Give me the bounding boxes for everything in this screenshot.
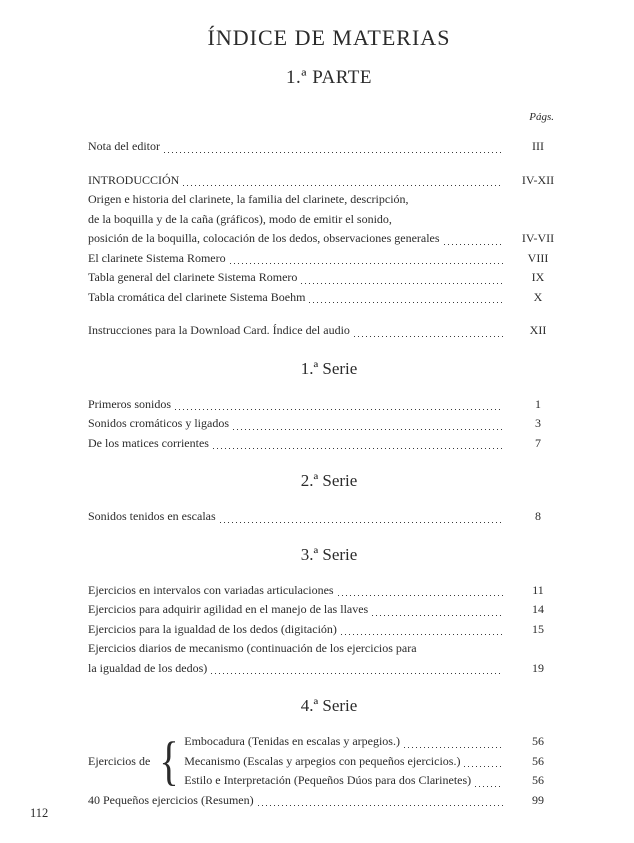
- toc-row: [88, 171, 570, 191]
- toc-entry-page: 56: [532, 773, 544, 787]
- series-heading-2: 2.ª Serie: [300, 471, 358, 490]
- toc-entry-page: X: [533, 289, 543, 304]
- toc-row: [184, 752, 570, 772]
- toc-row: [88, 229, 570, 249]
- toc-entry-page: VIII: [527, 250, 549, 265]
- dotted-leader: [164, 152, 503, 153]
- toc-entry-page: 7: [535, 435, 541, 450]
- toc-row: [88, 190, 570, 210]
- toc-row: [184, 732, 570, 752]
- toc-entry-page: 3: [535, 416, 541, 430]
- toc-entry-label: Sonidos cromáticos y ligados: [88, 416, 229, 430]
- toc-entry-label: Instrucciones para la Download Card. Índice del audio: [88, 323, 350, 337]
- dotted-leader: [341, 634, 503, 635]
- toc-entry-page: 1: [535, 396, 541, 411]
- toc-entry-label: El clarinete Sistema Romero: [88, 250, 226, 265]
- dotted-leader: [372, 615, 503, 616]
- toc-entry-label: Origen e historia del clarinete, la familia del clarinete, descripción,: [88, 192, 409, 206]
- toc-entry-page: 15: [532, 621, 544, 636]
- dotted-leader: [233, 429, 503, 430]
- brace-group-label: Ejercicios de: [88, 753, 151, 768]
- dotted-leader: [230, 263, 503, 264]
- toc-entry-label: Ejercicios en intervalos con variadas articulaciones: [88, 582, 334, 597]
- dotted-leader: [396, 224, 503, 225]
- toc-entry-page: IV-XII: [521, 172, 555, 187]
- dotted-leader: [475, 786, 503, 787]
- folio-page-number: 112: [30, 806, 49, 820]
- dotted-leader: [421, 654, 503, 655]
- toc-entry-label: Ejercicios para adquirir agilidad en el manejo de las llaves: [88, 602, 369, 616]
- toc-entry-label: Mecanismo (Escalas y arpegios con pequeños ejercicios.): [184, 753, 461, 768]
- toc-row: [88, 659, 570, 679]
- dotted-leader: [309, 302, 503, 303]
- toc-row: [88, 600, 570, 620]
- toc-entry-page: IX: [531, 270, 545, 284]
- toc-row: [88, 639, 570, 659]
- toc-row: [88, 581, 570, 601]
- toc-entry-page: 56: [532, 734, 544, 748]
- dotted-leader: [220, 522, 503, 523]
- dotted-leader: [211, 673, 503, 674]
- dotted-leader: [464, 766, 503, 767]
- toc-entry-page: 14: [532, 602, 544, 616]
- toc-entry-label: INTRODUCCIÓN: [88, 172, 180, 187]
- dotted-leader: [258, 805, 503, 806]
- toc-entry-label: Primeros sonidos: [88, 396, 172, 411]
- toc-row: [88, 434, 570, 454]
- toc-entry-label: De los matices corrientes: [88, 435, 209, 450]
- toc-row: [88, 321, 570, 341]
- toc-entry-page: 8: [535, 509, 541, 523]
- toc-row: [88, 210, 570, 230]
- toc-entry-page: IV-VII: [521, 231, 555, 245]
- toc-row: [88, 249, 570, 269]
- toc-entry-label: Ejercicios diarios de mecanismo (continuación de los ejercicios para: [88, 641, 417, 655]
- toc-entry-label: Sonidos tenidos en escalas: [88, 509, 216, 523]
- dotted-leader: [444, 244, 503, 245]
- toc-entry-page: III: [532, 139, 544, 153]
- brace-group: [88, 732, 570, 791]
- toc-row: [88, 791, 570, 811]
- series-heading-4: 4.ª Serie: [300, 696, 358, 715]
- toc-entry-label: Nota del editor: [88, 139, 160, 153]
- pages-column-label: Págs.: [529, 111, 554, 123]
- toc-row: [184, 771, 570, 791]
- toc-row: [88, 395, 570, 415]
- brace-rows: [184, 732, 570, 791]
- toc-entry-label: Embocadura (Tenidas en escalas y arpegios.): [184, 734, 400, 748]
- toc-entry-page: XII: [529, 323, 547, 337]
- toc-row: [88, 414, 570, 434]
- toc-entry-label: posición de la boquilla, colocación de los dedos, observaciones generales: [88, 231, 440, 245]
- toc-row: [88, 268, 570, 288]
- toc-row: [88, 288, 570, 308]
- toc-row: [88, 137, 570, 157]
- series-heading-1: 1.ª Serie: [300, 358, 358, 378]
- dotted-leader: [213, 448, 503, 449]
- toc-entry-label: Ejercicios para la igualdad de los dedos (digitación): [88, 621, 337, 636]
- dotted-leader: [301, 283, 503, 284]
- part-heading: 1.ª PARTE: [285, 67, 373, 88]
- dotted-leader: [175, 409, 503, 410]
- toc-entry-label: Tabla cromática del clarinete Sistema Boehm: [88, 289, 306, 304]
- left-brace: {: [159, 731, 179, 792]
- dotted-leader: [413, 205, 503, 206]
- toc-entry-label: Estilo e Interpretación (Pequeños Dúos para dos Clarinetes): [184, 773, 472, 787]
- dotted-leader: [183, 185, 503, 186]
- toc-row: [88, 620, 570, 640]
- toc-entry-label: 40 Pequeños ejercicios (Resumen): [88, 792, 254, 807]
- dotted-leader: [338, 595, 503, 596]
- toc-entry-label: Tabla general del clarinete Sistema Romero: [88, 270, 298, 284]
- series-heading-3: 3.ª Serie: [300, 544, 358, 564]
- toc-entry-page: 19: [532, 660, 544, 675]
- toc-entry-page: 99: [532, 792, 544, 807]
- toc-entry-label: la igualdad de los dedos): [88, 660, 208, 675]
- toc-entry-label: de la boquilla y de la caña (gráficos), modo de emitir el sonido,: [88, 211, 392, 226]
- toc-entry-page: 56: [532, 753, 544, 768]
- dotted-leader: [404, 747, 503, 748]
- toc-row: [88, 507, 570, 527]
- page-title: ÍNDICE DE MATERIAS: [207, 25, 451, 50]
- dotted-leader: [354, 336, 503, 337]
- toc-entry-page: 11: [532, 582, 544, 597]
